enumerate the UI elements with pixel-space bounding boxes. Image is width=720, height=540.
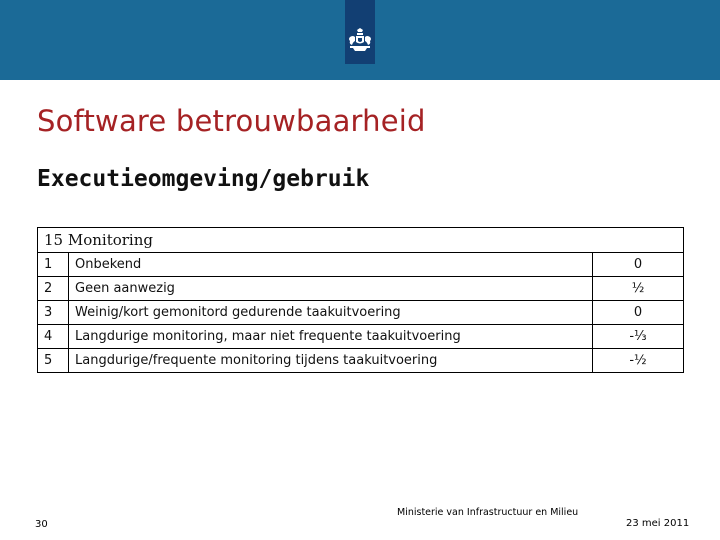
row-value: 0 (593, 253, 684, 277)
row-number: 4 (38, 325, 69, 349)
table-heading: 15 Monitoring (38, 228, 684, 253)
row-number: 3 (38, 301, 69, 325)
table-row (38, 325, 684, 349)
logo-tab (345, 0, 375, 64)
row-label: Geen aanwezig (69, 277, 593, 301)
row-value: ½ (593, 277, 684, 301)
table-header-row (38, 228, 684, 253)
table-row (38, 301, 684, 325)
rijksoverheid-coat-of-arms-icon (347, 28, 373, 52)
row-label: Langdurige/frequente monitoring tijdens taakuitvoering (69, 349, 593, 373)
row-number: 5 (38, 349, 69, 373)
row-label: Weinig/kort gemonitord gedurende taakuitvoering (69, 301, 593, 325)
table-row (38, 253, 684, 277)
slide-subtitle: Executieomgeving/gebruik (37, 166, 370, 192)
slide-title: Software betrouwbaarheid (37, 104, 426, 138)
table-row (38, 349, 684, 373)
row-value: 0 (593, 301, 684, 325)
page-number: 30 (35, 519, 48, 530)
monitoring-table (37, 227, 684, 373)
row-label: Langdurige monitoring, maar niet frequente taakuitvoering (69, 325, 593, 349)
row-number: 1 (38, 253, 69, 277)
row-value: -½ (593, 349, 684, 373)
row-number: 2 (38, 277, 69, 301)
row-value: -⅓ (593, 325, 684, 349)
row-label: Onbekend (69, 253, 593, 277)
footer-ministry: Ministerie van Infrastructuur en Milieu (397, 507, 579, 518)
footer-date: 23 mei 2011 (626, 518, 690, 529)
table-row (38, 277, 684, 301)
header-bar (0, 0, 720, 80)
